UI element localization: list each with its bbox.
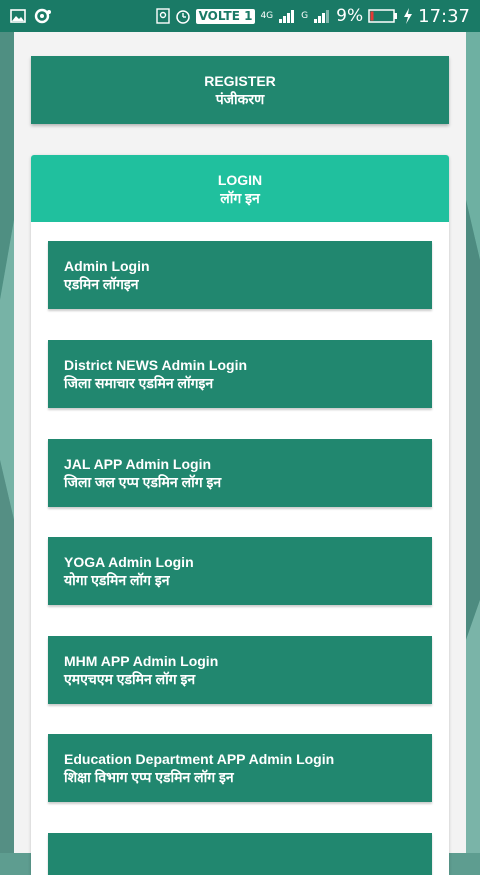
education-department-admin-login-button[interactable] <box>48 734 432 802</box>
item-label-hi: जिला जल एप्प एडमिन लॉग इन <box>64 474 222 490</box>
register-button[interactable] <box>31 56 449 124</box>
volte-badge: VOLTE 1 <box>196 9 256 24</box>
admin-login-button[interactable] <box>48 241 432 309</box>
item-label-hi: एमएचएम एडमिन लॉग इन <box>64 671 196 687</box>
login-header[interactable] <box>31 155 449 222</box>
register-label-en: REGISTER <box>204 73 276 89</box>
jal-app-admin-login-button[interactable] <box>48 439 432 507</box>
alarm-icon <box>175 8 191 24</box>
battery-icon <box>368 9 398 23</box>
main-panel <box>14 32 466 853</box>
item-label-en: Admin Login <box>64 258 150 274</box>
clock: 17:37 <box>418 5 470 27</box>
item-label-hi: जिला समाचार एडमिन लॉगइन <box>64 375 214 391</box>
partial-list-item[interactable] <box>48 833 432 875</box>
signal-icon-sim2 <box>313 8 331 24</box>
sim2-network-type: G <box>301 10 309 21</box>
login-label-en: LOGIN <box>217 171 263 188</box>
status-bar <box>0 0 480 32</box>
item-label-hi: योगा एडमिन लॉग इन <box>64 572 170 588</box>
login-label-hi: लॉग इन <box>220 189 260 206</box>
item-label-hi: शिक्षा विभाग एप्प एडमिन लॉग इन <box>64 769 234 785</box>
item-label-hi: एडमिन लॉगइन <box>64 276 139 292</box>
district-news-admin-login-button[interactable] <box>48 340 432 408</box>
yoga-admin-login-button[interactable] <box>48 537 432 605</box>
gallery-icon <box>10 9 26 23</box>
location-icon <box>156 8 170 24</box>
item-label-en: Education Department APP Admin Login <box>64 751 335 767</box>
mhm-app-admin-login-button[interactable] <box>48 636 432 704</box>
login-card <box>31 155 449 875</box>
item-label-en: JAL APP Admin Login <box>64 456 212 472</box>
battery-percentage: 9% <box>336 6 364 26</box>
charging-icon <box>403 8 413 24</box>
item-label-en: MHM APP Admin Login <box>64 653 219 669</box>
signal-icon-sim1 <box>278 8 296 24</box>
register-label-hi: पंजीकरण <box>215 91 265 107</box>
item-label-en: YOGA Admin Login <box>64 554 194 570</box>
sim1-network-type: 4G <box>260 10 274 21</box>
notification-icon <box>34 8 52 24</box>
item-label-en: District NEWS Admin Login <box>64 357 248 373</box>
